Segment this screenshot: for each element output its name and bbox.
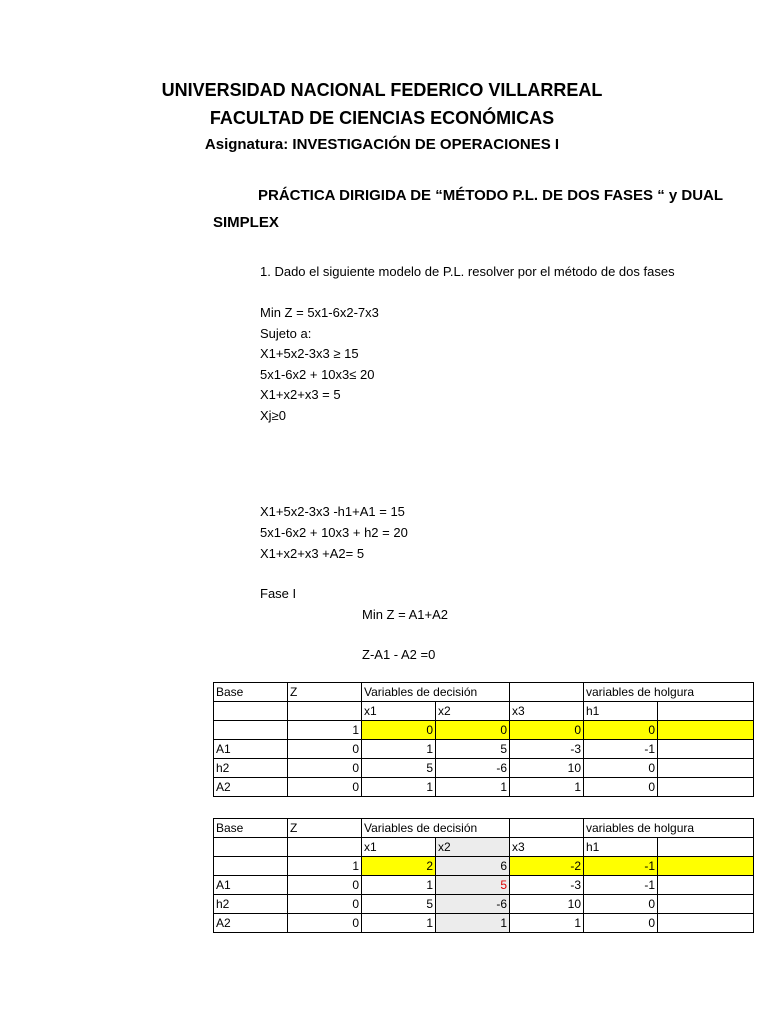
var-h1: h1 — [584, 702, 658, 721]
header-decision: Variables de decisión — [362, 683, 436, 702]
table-row — [214, 857, 754, 876]
header-decision: Variables de decisión — [362, 819, 436, 838]
cell: 5 — [436, 740, 510, 759]
cell: 0 — [584, 778, 658, 797]
cell: 10 — [510, 759, 584, 778]
row-z: 1 — [288, 857, 362, 876]
table-row — [214, 876, 754, 895]
constraint-3: X1+x2+x3 = 5 — [260, 387, 341, 402]
var-x2: x2 — [436, 838, 510, 857]
phase-label: Fase I — [260, 586, 297, 601]
table-row — [214, 778, 754, 797]
cell: 1 — [362, 778, 436, 797]
subject-to-label: Sujeto a: — [260, 326, 312, 341]
cell: 0 — [362, 721, 436, 740]
row-z: 0 — [288, 778, 362, 797]
row-z: 0 — [288, 740, 362, 759]
row-base: h2 — [214, 759, 288, 778]
faculty-name: FACULTAD DE CIENCIAS ECONÓMICAS — [209, 108, 555, 128]
row-z: 1 — [288, 721, 362, 740]
phase-objective: Min Z = A1+A2 — [362, 607, 448, 622]
row-base: A2 — [214, 778, 288, 797]
cell: 1 — [362, 876, 436, 895]
standard-eq-3: X1+x2+x3 +A2= 5 — [260, 546, 365, 561]
row-z: 0 — [288, 914, 362, 933]
cell: -1 — [584, 876, 658, 895]
practice-title: PRÁCTICA DIRIGIDA DE “MÉTODO P.L. DE DOS FASES “ y DUAL — [258, 187, 724, 204]
cell: -3 — [510, 740, 584, 759]
cell: 0 — [584, 914, 658, 933]
cell: -1 — [584, 740, 658, 759]
table-vars-row — [214, 702, 754, 721]
practice-title-cont: SIMPLEX — [213, 214, 279, 231]
var-x3: x3 — [510, 838, 584, 857]
simplex-table-2 — [213, 818, 754, 933]
header-base: Base — [214, 683, 288, 702]
objective-function: Min Z = 5x1-6x2-7x3 — [260, 305, 379, 320]
cell: 6 — [436, 857, 510, 876]
header-z: Z — [288, 819, 362, 838]
header-slack: variables de holgura — [584, 683, 754, 702]
table-row — [214, 740, 754, 759]
cell: 0 — [510, 721, 584, 740]
row-z: 0 — [288, 895, 362, 914]
row-base: h2 — [214, 895, 288, 914]
row-base: A1 — [214, 876, 288, 895]
table-row — [214, 759, 754, 778]
row-z: 0 — [288, 876, 362, 895]
cell: 1 — [436, 778, 510, 797]
table-header-row — [214, 819, 754, 838]
pivot-cell: 5 — [436, 876, 510, 895]
cell: 0 — [584, 759, 658, 778]
var-h1: h1 — [584, 838, 658, 857]
cell: -2 — [510, 857, 584, 876]
var-x2: x2 — [436, 702, 510, 721]
row-base — [214, 721, 288, 740]
phase-equation: Z-A1 - A2 =0 — [362, 647, 436, 662]
constraint-1: X1+5x2-3x3 ≥ 15 — [260, 346, 359, 361]
table-header-row — [214, 683, 754, 702]
cell: 1 — [510, 914, 584, 933]
cell: 0 — [584, 895, 658, 914]
row-base: A2 — [214, 914, 288, 933]
simplex-table-1-wrap — [213, 682, 695, 797]
standard-eq-2: 5x1-6x2 + 10x3 + h2 = 20 — [260, 525, 408, 540]
problem-statement-clip — [260, 264, 675, 279]
header-z: Z — [288, 683, 362, 702]
subject-name: Asignatura: INVESTIGACIÓN DE OPERACIONES I — [204, 136, 560, 153]
standard-eq-1: X1+5x2-3x3 -h1+A1 = 15 — [260, 504, 405, 519]
cell: 5 — [362, 895, 436, 914]
var-x1: x1 — [362, 838, 436, 857]
var-x1: x1 — [362, 702, 436, 721]
header-slack: variables de holgura — [584, 819, 754, 838]
cell: 0 — [436, 721, 510, 740]
row-base: A1 — [214, 740, 288, 759]
cell: -6 — [436, 759, 510, 778]
row-z: 0 — [288, 759, 362, 778]
cell: -3 — [510, 876, 584, 895]
row-base — [214, 857, 288, 876]
var-x3: x3 — [510, 702, 584, 721]
cell: 0 — [584, 721, 658, 740]
table-row — [214, 895, 754, 914]
problem-statement: 1. Dado el siguiente modelo de P.L. resolver por el método de dos fases — [260, 264, 675, 279]
constraint-2: 5x1-6x2 + 10x3≤ 20 — [260, 367, 375, 382]
nonnegativity: Xj≥0 — [260, 408, 286, 423]
table-row — [214, 914, 754, 933]
header-base: Base — [214, 819, 288, 838]
cell: 10 — [510, 895, 584, 914]
cell: 1 — [436, 914, 510, 933]
cell: -6 — [436, 895, 510, 914]
table-row — [214, 721, 754, 740]
cell: 1 — [510, 778, 584, 797]
cell: -1 — [584, 857, 658, 876]
university-name: UNIVERSIDAD NACIONAL FEDERICO VILLARREAL — [161, 80, 603, 100]
simplex-table-2-wrap — [213, 818, 695, 933]
cell: 1 — [362, 914, 436, 933]
cell: 5 — [362, 759, 436, 778]
cell: 2 — [362, 857, 436, 876]
simplex-table-1 — [213, 682, 754, 797]
table-vars-row — [214, 838, 754, 857]
cell: 1 — [362, 740, 436, 759]
